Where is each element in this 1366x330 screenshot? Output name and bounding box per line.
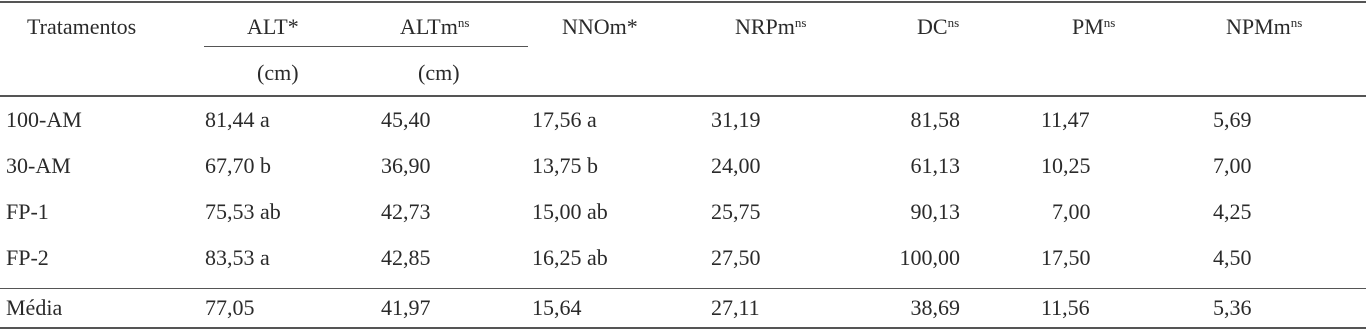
table-cell: 7,00 <box>1213 153 1252 178</box>
footer-separator-rule <box>0 288 1366 289</box>
table-cell: 27,50 <box>711 245 761 270</box>
table-cell: FP-1 <box>6 199 49 224</box>
table-cell: 11,47 <box>1041 107 1090 132</box>
header-alt-unit: (cm) <box>257 60 299 85</box>
table-cell: 42,73 <box>381 199 431 224</box>
table-cell: 17,50 <box>1041 245 1091 270</box>
table-bottom-rule <box>0 327 1366 329</box>
table-cell: 41,97 <box>381 295 431 320</box>
table-cell: 25,75 <box>711 199 761 224</box>
table-cell: 81,58 <box>910 107 960 132</box>
table-cell: 77,05 <box>205 295 255 320</box>
table-cell: 4,50 <box>1213 245 1252 270</box>
header-nrpm: NRPm$^{ns}$ <box>735 14 807 39</box>
header-dc: $DC^{ns}$ <box>917 14 960 39</box>
header-altm: ALTm$^{ns}$ <box>400 14 470 39</box>
table-cell: 83,53 a <box>205 245 270 270</box>
table-cell: 11,56 <box>1041 295 1090 320</box>
table-cell: 90,13 <box>910 199 960 224</box>
table-cell: 75,53 ab <box>205 199 281 224</box>
table-cell: Média <box>6 295 63 320</box>
table-cell: 15,00 ab <box>532 199 608 224</box>
table-cell: 38,69 <box>910 295 960 320</box>
table-cell: 81,44 a <box>205 107 270 132</box>
table-cell: FP-2 <box>6 245 49 270</box>
table-cell: 24,00 <box>711 153 761 178</box>
table-cell: 30-AM <box>6 153 71 178</box>
table-cell: 45,40 <box>381 107 431 132</box>
header-altm-unit: (cm) <box>418 60 460 85</box>
table-cell: 36,90 <box>381 153 431 178</box>
table-cell: 5,69 <box>1213 107 1252 132</box>
table-cell: 61,13 <box>910 153 960 178</box>
header-nnom: NNOm* <box>562 14 638 39</box>
header-npmm: NPMm$^{ns}$ <box>1226 14 1303 39</box>
header-bottom-rule <box>0 95 1366 97</box>
table-cell: 15,64 <box>532 295 582 320</box>
table-cell: 31,19 <box>711 107 761 132</box>
table-cell: 13,75 b <box>532 153 598 178</box>
table-cell: 100,00 <box>899 245 960 270</box>
header-pm: $PM^{ns}$ <box>1072 14 1116 39</box>
table-cell: 27,11 <box>711 295 760 320</box>
header-sub-rule <box>204 46 528 47</box>
table-cell: 17,56 a <box>532 107 597 132</box>
table-cell: 42,85 <box>381 245 431 270</box>
table-cell: 10,25 <box>1041 153 1091 178</box>
table-cell: 7,00 <box>1052 199 1091 224</box>
table-cell: 16,25 ab <box>532 245 608 270</box>
table-cell: 4,25 <box>1213 199 1252 224</box>
table-cell: 100-AM <box>6 107 82 132</box>
table-cell: 67,70 b <box>205 153 271 178</box>
header-tratamentos: Tratamentos <box>27 14 137 39</box>
table-cell: 5,36 <box>1213 295 1252 320</box>
header-alt: ALT* <box>247 14 299 39</box>
table-top-rule <box>0 1 1366 3</box>
